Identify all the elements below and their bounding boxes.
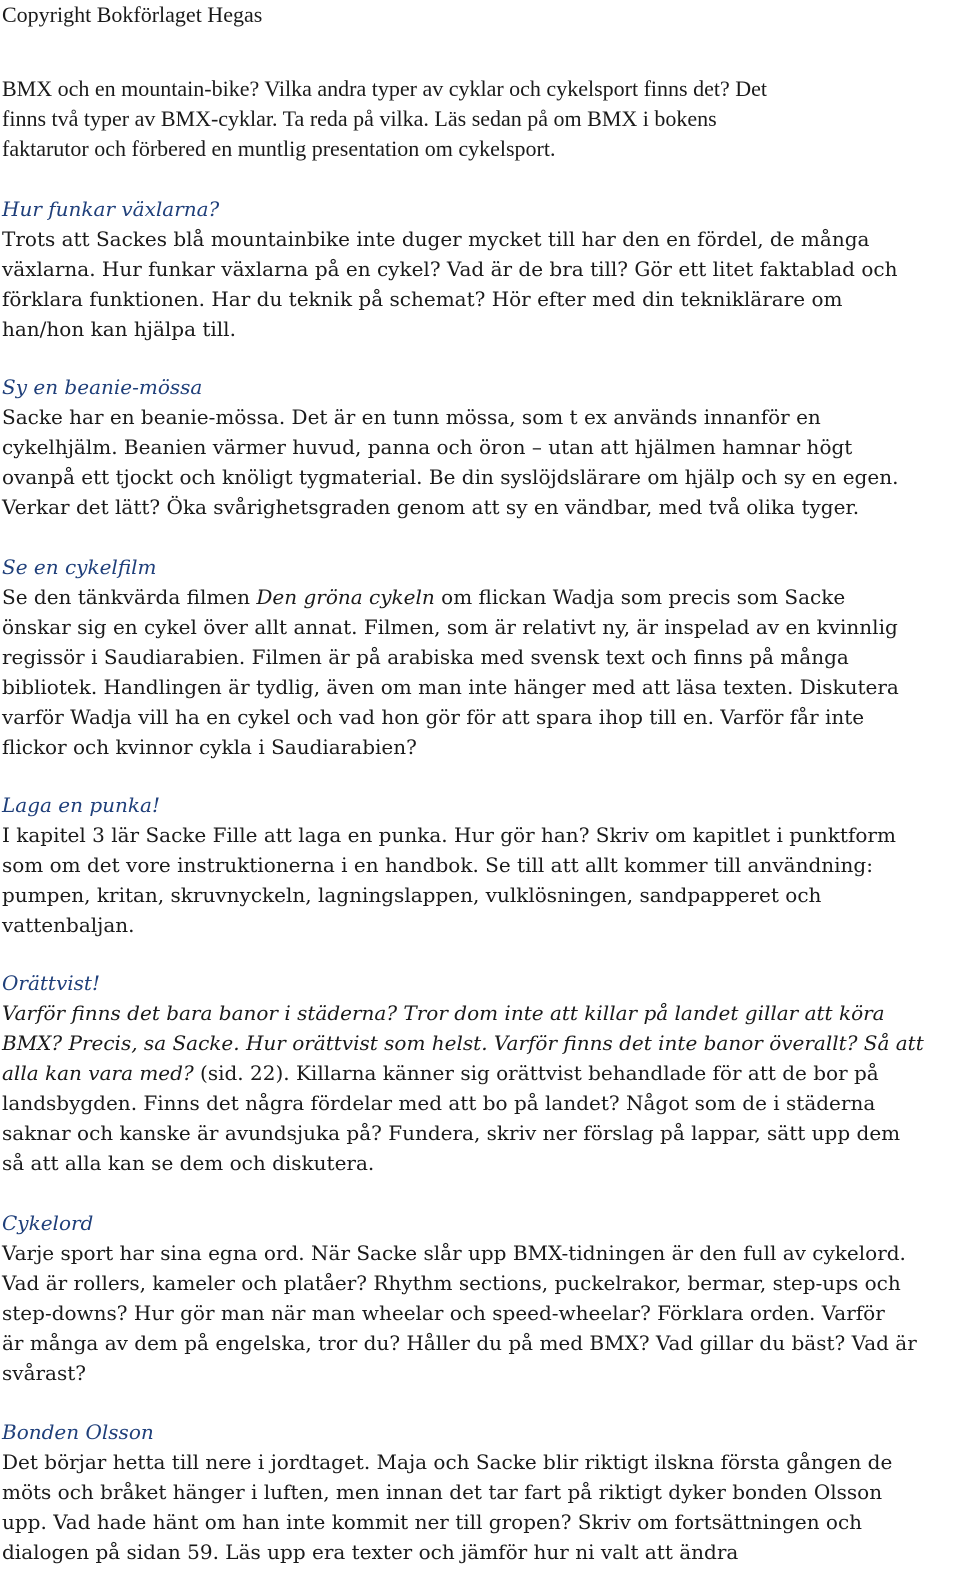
- intro-line: faktarutor och förbered en muntlig presentation om cykelsport.: [2, 136, 556, 161]
- body-line: Varje sport har sina egna ord. När Sacke slår upp BMX-tidningen är den full av cykelord.: [2, 1241, 906, 1265]
- body-line: regissör i Saudiarabien. Filmen är på arabiska med svensk text och finns på många: [2, 645, 849, 669]
- body-line: Sacke har en beanie-mössa. Det är en tunn mössa, som t ex används innanför en: [2, 405, 821, 429]
- body-line: önskar sig en cykel över allt annat. Filmen, som är relativt ny, är inspelad av en kvinnlig: [2, 615, 898, 639]
- section-olsson: [2, 1417, 954, 1567]
- body-line: Vad är rollers, kameler och platåer? Rhythm sections, puckelrakor, bermar, step-ups och: [2, 1271, 901, 1295]
- body-line: växlarna. Hur funkar växlarna på en cykel? Vad är de bra till? Gör ett litet faktablad och: [2, 257, 898, 281]
- body-line: förklara funktionen. Har du teknik på schemat? Hör efter med din tekniklärare om: [2, 287, 843, 311]
- body-line: möts och bråket hänger i luften, men innan det tar fart på riktigt dyker bonden Olsson: [2, 1480, 883, 1504]
- body-line: cykelhjälm. Beanien värmer huvud, panna och öron – utan att hjälmen hamnar högt: [2, 435, 853, 459]
- section-cykelord: [2, 1208, 954, 1388]
- intro-line: BMX och en mountain-bike? Vilka andra typer av cyklar och cykelsport finns det? Det: [2, 76, 767, 101]
- quote-line: BMX? Precis, sa Sacke. Hur orättvist som helst. Varför finns det inte banor överallt? Så att: [2, 1031, 924, 1055]
- film-title: Den gröna cykeln: [256, 585, 435, 609]
- section-punka: [2, 790, 954, 940]
- body-text: Se den tänkvärda filmen: [2, 585, 257, 609]
- section-heading: Orättvist!: [2, 971, 100, 995]
- body-text: om flickan Wadja som precis som Sacke: [434, 585, 846, 609]
- body-line: bibliotek. Handlingen är tydlig, även om man inte hänger med att läsa texten. Diskutera: [2, 675, 899, 699]
- section-film: [2, 552, 954, 762]
- body-line: vattenbaljan.: [2, 913, 135, 937]
- copyright-line: Copyright Bokförlaget Hegas: [2, 2, 263, 27]
- body-text: (sid. 22). Killarna känner sig orättvist behandlade för att de bor på: [193, 1061, 879, 1085]
- section-heading: Sy en beanie-mössa: [2, 375, 203, 399]
- body-line: upp. Vad hade hänt om han inte kommit ner till gropen? Skriv om fortsättningen och: [2, 1510, 863, 1534]
- body-line: step-downs? Hur gör man när man wheelar och speed-wheelar? Förklara orden. Varför: [2, 1301, 885, 1325]
- body-line: pumpen, kritan, skruvnyckeln, lagningslappen, vulklösningen, sandpapperet och: [2, 883, 822, 907]
- intro-paragraph: [2, 74, 952, 164]
- body-line: saknar och kanske är avundsjuka på? Fundera, skriv ner förslag på lappar, sätt upp dem: [2, 1121, 901, 1145]
- body-line: ovanpå ett tjockt och knöligt tygmaterial. Be din syslöjdslärare om hjälp och sy en egen.: [2, 465, 899, 489]
- section-heading: Hur funkar växlarna?: [2, 197, 220, 221]
- section-vaxlar: [2, 194, 954, 344]
- body-line: Verkar det lätt? Öka svårighetsgraden genom att sy en vändbar, med två olika tyger.: [2, 495, 860, 519]
- body-line: svårast?: [2, 1361, 86, 1385]
- body-line: Trots att Sackes blå mountainbike inte duger mycket till har den en fördel, de många: [2, 227, 870, 251]
- body-line: varför Wadja vill ha en cykel och vad hon gör för att spara ihop till en. Varför får inte: [2, 705, 865, 729]
- body-line: I kapitel 3 lär Sacke Fille att laga en punka. Hur gör han? Skriv om kapitlet i punktform: [2, 823, 896, 847]
- section-beanie: [2, 372, 954, 522]
- body-line: är många av dem på engelska, tror du? Håller du på med BMX? Vad gillar du bäst? Vad är: [2, 1331, 917, 1355]
- body-line: flickor och kvinnor cykla i Saudiarabien?: [2, 735, 417, 759]
- quote-text: alla kan vara med?: [2, 1061, 194, 1085]
- section-heading: Cykelord: [2, 1211, 94, 1235]
- section-heading: Laga en punka!: [2, 793, 161, 817]
- body-line: [2, 1058, 954, 1088]
- body-line: [2, 582, 954, 612]
- body-line: landsbygden. Finns det några fördelar med att bo på landet? Något som de i städerna: [2, 1091, 876, 1115]
- section-orattvist: [2, 968, 954, 1178]
- body-line: dialogen på sidan 59. Läs upp era texter och jämför hur ni valt att ändra: [2, 1540, 739, 1564]
- body-line: Det börjar hetta till nere i jordtaget. Maja och Sacke blir riktigt ilskna första gången de: [2, 1450, 893, 1474]
- section-heading: Se en cykelfilm: [2, 555, 157, 579]
- body-line: han/hon kan hjälpa till.: [2, 317, 236, 341]
- intro-line: finns två typer av BMX-cyklar. Ta reda på vilka. Läs sedan på om BMX i bokens: [2, 106, 717, 131]
- section-heading: Bonden Olsson: [2, 1420, 154, 1444]
- body-line: som om det vore instruktionerna i en handbok. Se till att allt kommer till användning:: [2, 853, 873, 877]
- quote-line: Varför finns det bara banor i städerna? Tror dom inte att killar på landet gillar att köra: [2, 1001, 885, 1025]
- body-line: så att alla kan se dem och diskutera.: [2, 1151, 375, 1175]
